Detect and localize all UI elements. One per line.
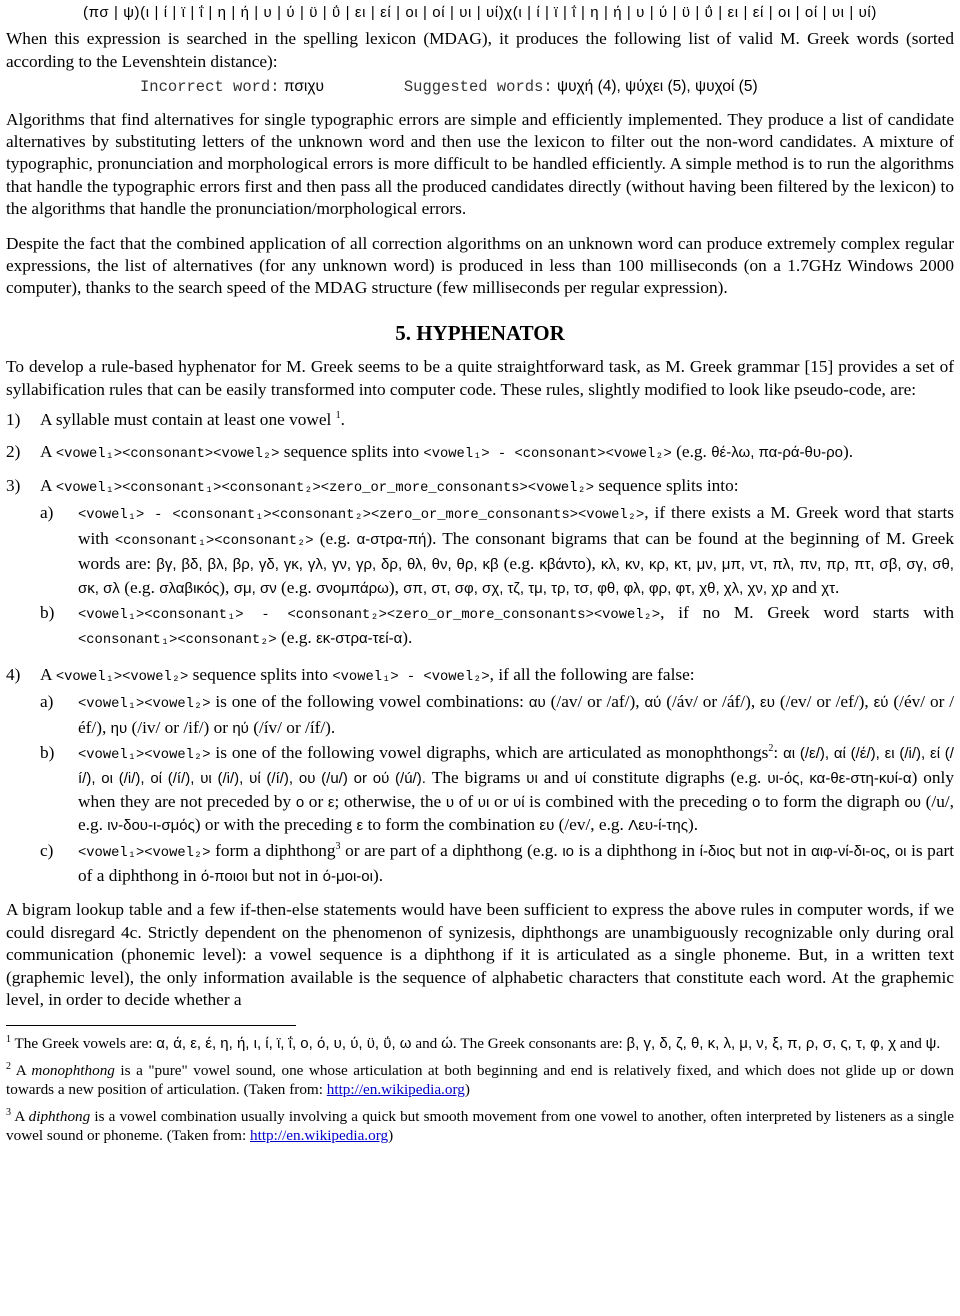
text: and (899, 1035, 922, 1053)
greek: υ (445, 793, 455, 811)
text: The bigrams (431, 768, 521, 788)
footnote-ref: 3 (335, 840, 341, 852)
code: <vowel₁><consonant₁><consonant₂><zero_or_more_consonants><vowel₂> (55, 480, 595, 496)
code: <vowel₁> - <vowel₂> (332, 669, 490, 685)
greek: ε (327, 793, 335, 811)
text: ). (372, 866, 384, 885)
greek: υί (574, 770, 587, 788)
text: , if no M. Greek word starts with (660, 602, 954, 622)
greek-list: α, ά, ε, έ, η, ή, ι, ί, ϊ, ΐ, ο, ό, υ, ύ, ϋ, ΰ, ω (156, 1035, 412, 1053)
code: <vowel₁><consonant₁> - <consonant₂><zero_or_more_consonants><vowel₂> (78, 607, 661, 623)
text: . (936, 1035, 941, 1053)
text: or (493, 791, 509, 811)
greek-example: Λευ-ί-της (628, 817, 688, 835)
suggested-label: Suggested words: (403, 78, 553, 97)
text: ), (388, 577, 399, 597)
greek: ευ (760, 694, 775, 712)
footnote-1 (6, 1034, 954, 1054)
sub-letter: b) (40, 602, 55, 622)
text: ). The consonant bigrams that can be found at the beginning of M. Greek words are: (78, 528, 954, 574)
greek: εύ (873, 694, 889, 712)
text: to form the digraph (764, 791, 900, 811)
text: but not in (739, 840, 807, 860)
greek-list: κλ, κν, κρ, κτ, μν, μπ, ντ, πλ, πν, πρ, πτ, σβ, σγ, σθ, σκ, σλ (78, 556, 954, 597)
text: A (40, 441, 52, 461)
footnote-ref: 1 (335, 410, 341, 422)
sub-letter: a) (40, 692, 54, 712)
text: A (14, 1107, 25, 1125)
code: <vowel₁> - <consonant₁><consonant₂><zero_or_more_consonants><vowel₂> (78, 508, 645, 524)
greek: αύ (644, 694, 662, 712)
text: to form the combination (367, 815, 536, 835)
rule-number: 1) (6, 410, 21, 430)
rule-4 (6, 664, 954, 891)
text: (/ív/ or /íf/). (253, 717, 336, 737)
text: is a vowel combination usually involving a quick but smooth movement from one vowel to another, often interpreted by listeners as a single vowel sound or phoneme. (Taken from: (6, 1107, 955, 1145)
footnote-divider (6, 1025, 296, 1026)
text: (/év/ or /éf/), (78, 692, 955, 737)
regex-expression: (πσ | ψ)(ι | ί | ϊ | ΐ | η | ή | υ | ύ | ϋ | ΰ | ει | εί | οι | οί | υι | υί)χ(ι | ί | ϊ | ΐ | η | ή | υ | ύ | ϋ | ΰ | ει | εί | οι | οί | υι | υί) (83, 4, 877, 21)
sub-letter: a) (40, 503, 54, 523)
code: <consonant₁><consonant₂> (78, 633, 277, 649)
sub-letter: b) (40, 742, 55, 762)
greek: ιο (562, 842, 575, 860)
greek-example: εκ-στρα-τεί-α (316, 630, 403, 648)
code: <vowel₁><vowel₂> (78, 845, 211, 861)
text: or are part of a diphthong (e.g. (345, 840, 558, 860)
text: (e.g. (503, 554, 535, 574)
greek-example: αιφ-νί-δι-ος (811, 842, 886, 860)
rule-1 (6, 409, 954, 431)
text: (/ev/, e.g. (558, 815, 624, 835)
incorrect-label: Incorrect word: (140, 78, 280, 97)
rule-3b (40, 602, 954, 653)
code: <vowel₁><consonant><vowel₂> (55, 446, 280, 462)
greek: υί (512, 793, 525, 811)
text: A (40, 664, 52, 684)
greek-example: ί-διος (699, 842, 736, 860)
greek-example: ό-ποιοι (200, 868, 248, 885)
text: (/u/, e.g. (78, 791, 954, 835)
code: <consonant₁><consonant₂> (114, 533, 314, 549)
rule-2 (6, 441, 954, 466)
greek: υι (526, 770, 538, 788)
paragraph-bigram: A bigram lookup table and a few if-then-else statements would have been sufficient to express the above rules in computer words, if we could disregard 4c. Strictly dependent on the phenomenon of synizesis, diphthongs are unambiguously recognizable only during oral communication (phonemic level): a vowel sequence is a diphthong if it is articulated as a single phoneme. But, in a written text (graphemic level), the only information available is the sequence of alphabetic characters that constitute each word. At the graphemic level, in order to decide whether a (6, 900, 954, 1010)
text: ), (585, 554, 596, 574)
greek: υι (477, 793, 490, 811)
text: (/ev/ or /ef/), (779, 692, 869, 712)
text: is combined with the preceding (529, 791, 748, 811)
greek: ψ (925, 1035, 937, 1053)
greek-example: ό-μοι-οι (322, 868, 373, 885)
section-title: 5. HYPHENATOR (395, 320, 565, 345)
rule-number: 4) (6, 664, 21, 684)
text: ) only when they are not preceded by (78, 768, 954, 811)
footnote-ref: 2 (768, 743, 774, 755)
greek: ηυ (110, 719, 128, 737)
text: , (885, 840, 891, 860)
term: diphthong (28, 1107, 91, 1125)
text: sequence splits into: (598, 475, 739, 495)
text: . (835, 577, 840, 597)
text: . The Greek consonants are: (452, 1035, 623, 1053)
text: is part of a diphthong in (78, 840, 955, 885)
wikipedia-link[interactable]: http://en.wikipedia.org (326, 1081, 465, 1099)
spelling-example (140, 75, 954, 98)
code: <vowel₁><vowel₂> (78, 747, 211, 763)
text: (e.g. (124, 577, 155, 597)
text: , if all the following are false: (489, 664, 695, 684)
footnote-2 (6, 1061, 954, 1100)
punct: . (340, 410, 345, 430)
text: A (40, 475, 52, 495)
text: (/av/ or /af/), (550, 692, 640, 712)
text: ; otherwise, the (334, 791, 442, 811)
greek-example: ιν-δου-ι-σμός (107, 817, 195, 835)
text: A (15, 1061, 26, 1079)
rule-number: 2) (6, 441, 21, 461)
rule-3a (40, 502, 954, 600)
text: constitute digraphs (e.g. (592, 768, 762, 788)
suggested-words: ψυχή (4), ψύχει (5), ψυχοί (5) (557, 78, 758, 96)
intro-paragraph: When this expression is searched in the spelling lexicon (MDAG), it produces the following list of valid M. Greek words (sorted according to the Levenshtein distance): (6, 29, 954, 71)
greek: ε (356, 817, 364, 835)
text: sequence splits into (192, 664, 329, 684)
greek-list: χτ (821, 579, 836, 597)
greek: οι (894, 842, 907, 860)
text: : (773, 742, 779, 762)
text: and (543, 768, 569, 788)
greek: ώ (441, 1035, 453, 1053)
greek-list: σπ, στ, σφ, σχ, τζ, τμ, τρ, τσ, φθ, φλ, φρ, φτ, χθ, χλ, χν, χρ (403, 579, 788, 597)
greek-list: σμ, σν (233, 579, 277, 597)
greek: ο (295, 793, 305, 811)
greek: ηύ (232, 719, 249, 737)
paragraph-performance: Despite the fact that the combined application of all correction algorithms on an unknown word can produce extremely complex regular expressions, the list of alternatives (for any unknown word) is produced in less than 100 milliseconds (on a 1.7GHz Windows 2000 computer), thanks to the search speed of the MDAG structure (few milliseconds per regular expression). (6, 233, 954, 298)
text: ) (464, 1081, 470, 1099)
text: (/áv/ or /áf/), (666, 692, 756, 712)
text: is one of the following vowel digraphs, which are articulated as monophthongs (215, 742, 769, 762)
greek: αυ (528, 694, 546, 712)
text: ) (388, 1127, 394, 1145)
code: <vowel₁><vowel₂> (78, 697, 211, 713)
text: and (791, 577, 817, 597)
footnote-3 (6, 1107, 954, 1146)
text: or (308, 791, 324, 811)
text: but not in (252, 866, 319, 885)
text: and (415, 1035, 438, 1053)
text: is a diphthong in (578, 840, 696, 860)
greek: ου (904, 793, 922, 811)
rule-4a (40, 691, 954, 740)
rule-number: 3) (6, 475, 21, 495)
text: is one of the following vowel combinations: (215, 692, 524, 712)
greek-example: θέ-λω, πα-ρά-θυ-ρο (711, 443, 843, 461)
paragraph-algorithms: Algorithms that find alternatives for single typographic errors are simple and efficiently implemented. They produce a list of candidate alternatives by substituting letters of the unknown word and then use the lexicon to filter out the non-word candidates. A mixture of typographic, pronunciation and morphological errors is more difficult to be handled efficiently. A simple method is to run the algorithms that handle the typographic errors first and then pass all the produced candidates directly (without having been filtered by the lexicon) to the algorithms that handle the pronunciation/morphological errors. (6, 109, 954, 219)
sub-letter: c) (40, 840, 54, 860)
wikipedia-link[interactable]: http://en.wikipedia.org (250, 1127, 389, 1145)
text: (e.g. (319, 528, 351, 548)
code: <vowel₁> - <consonant><vowel₂> (423, 446, 672, 462)
incorrect-word: πσιχυ (283, 78, 324, 96)
rule-4c (40, 840, 954, 889)
footnote-number: 2 (6, 1060, 11, 1072)
rule-3 (6, 475, 954, 655)
greek-list: β, γ, δ, ζ, θ, κ, λ, μ, ν, ξ, π, ρ, σ, ς, τ, φ, χ (626, 1035, 897, 1053)
code: <vowel₁><vowel₂> (55, 669, 189, 685)
greek-list: βγ, βδ, βλ, βρ, γδ, γκ, γλ, γν, γρ, δρ, θλ, θν, θρ, κβ (156, 556, 499, 574)
greek-example: α-στρα-πή (356, 530, 427, 548)
text: (e.g. (676, 441, 707, 461)
footnote-number: 1 (6, 1034, 11, 1046)
rule-4b (40, 742, 954, 838)
text: ). (687, 815, 699, 835)
text: , if there exists a M. Greek word that starts with (78, 503, 954, 548)
text: The Greek vowels are: (14, 1035, 153, 1053)
text: sequence splits into (283, 441, 420, 461)
text: ), (219, 577, 230, 597)
text: form a diphthong (215, 840, 336, 860)
paragraph-hyphenator-intro: To develop a rule-based hyphenator for M. Greek seems to be a quite straightforward task, as M. Greek grammar [15] provides a set of syllabification rules that can be easily transformed into computer code. These rules, slightly modified to look like pseudo-code, are: (6, 357, 954, 399)
greek: ο (752, 793, 761, 811)
greek-example: κβάντο (539, 556, 586, 574)
greek-list: αι (/ε/), αί (/έ/), ει (/i/), εί (/í/), οι (/i/), οί (/í/), υι (/i/), υί (/í/), ου (/u/) or ού (/ú/). (78, 744, 954, 788)
text: ). (842, 441, 854, 461)
text: is a "pure" vowel sound, one whose articulation at both beginning and end is relatively fixed, and which does not glide up or down towards a new position of articulation. (Taken from: (6, 1061, 955, 1099)
greek-example: υι-ός, κα-θε-στη-κυί-α (767, 770, 912, 788)
text: (e.g. (281, 577, 312, 597)
term: monophthong (31, 1061, 115, 1079)
greek-example: σλαβικός (159, 579, 220, 597)
greek: ευ (539, 817, 555, 835)
text: ). (402, 628, 413, 648)
footnote-number: 3 (6, 1106, 11, 1118)
greek-example: σνομπάρω (316, 579, 389, 597)
text: (e.g. (281, 628, 312, 648)
rule-text: A syllable must contain at least one vowel (40, 410, 332, 430)
text: (/iv/ or /if/) or (131, 717, 228, 737)
text: ) or with the preceding (194, 815, 353, 835)
text: of (458, 791, 474, 811)
